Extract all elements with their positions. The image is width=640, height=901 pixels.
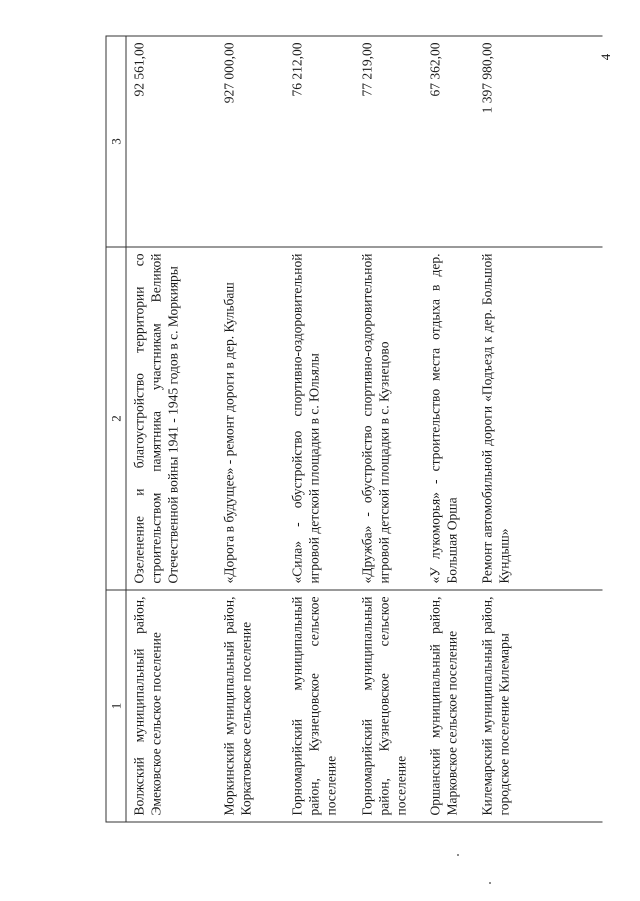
column-header-3: 3	[106, 36, 126, 247]
project-cell: Ремонт автомобильной дороги «Подъезд к дер. Большой Кундыш»	[474, 247, 603, 590]
column-header-1: 1	[106, 590, 126, 822]
table-row	[474, 36, 603, 822]
amount-cell: 77 219,00	[354, 36, 422, 247]
table-header-row	[106, 36, 126, 822]
table-row	[422, 36, 474, 822]
grants-table	[105, 35, 602, 822]
project-cell: «Сила» - обустройство спортивно-оздоровительной игровой детской площадки в с. Юльялы	[284, 247, 354, 590]
amount-cell: 76 212,00	[284, 36, 354, 247]
area-cell: Горномарийский муниципальный район, Кузнецовское сельское поселение	[354, 590, 422, 822]
project-cell: «Дорога в будущее» - ремонт дороги в дер. Кульбаш	[216, 247, 284, 590]
table-row	[354, 36, 422, 822]
amount-cell: 92 561,00	[126, 36, 216, 247]
table-row	[126, 36, 216, 822]
scan-speck	[457, 854, 459, 856]
amount-cell: 1 397 980,00	[474, 36, 603, 247]
rotated-table-container	[105, 36, 602, 822]
area-cell: Оршанский муниципальный район, Марковское сельское поселение	[422, 590, 474, 822]
area-cell: Горномарийский муниципальный район, Кузнецовское сельское поселение	[284, 590, 354, 822]
page-number: 4	[598, 53, 613, 61]
project-cell: «У лукоморья» - строительство места отдыха в дер. Большая Орша	[422, 247, 474, 590]
table-row	[216, 36, 284, 822]
project-cell: Озеленение и благоустройство территории со строительством памятника участникам Великой Отечественной войны 1941 - 1945 годов в с. Моркияры	[126, 247, 216, 590]
project-cell: «Дружба» - обустройство спортивно-оздоровительной игровой детской площадки в с. Кузнецово	[354, 247, 422, 590]
column-header-2: 2	[106, 247, 126, 590]
area-cell: Моркинский муниципальный район, Коркатовское сельское поселение	[216, 590, 284, 822]
scan-speck	[489, 882, 491, 884]
area-cell: Волжский муниципальный район, Эмековское сельское поселение	[126, 590, 216, 822]
area-cell: Килемарский муниципальный район, городское поселение Килемары	[474, 590, 603, 822]
amount-cell: 67 362,00	[422, 36, 474, 247]
table-row	[284, 36, 354, 822]
amount-cell: 927 000,00	[216, 36, 284, 247]
